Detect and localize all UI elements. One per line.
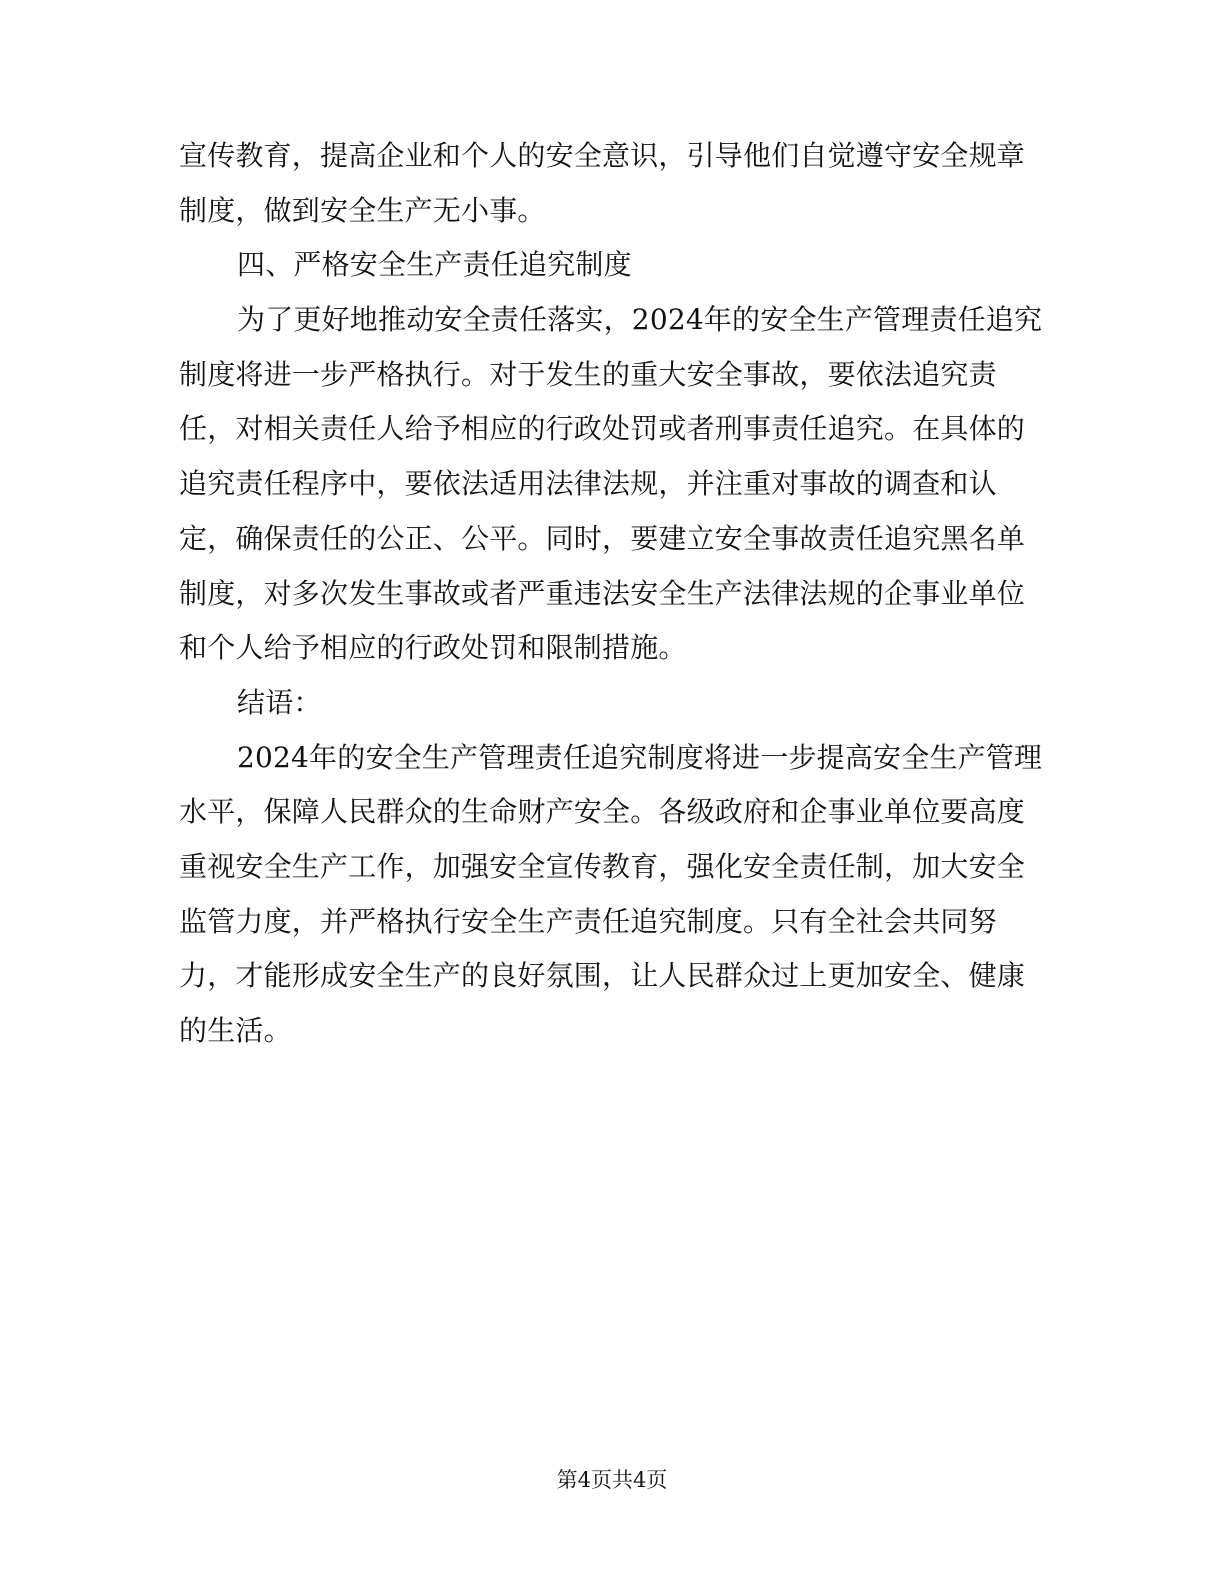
body-line: 的生活。 bbox=[179, 1014, 292, 1047]
body-line: 为了更好地推动安全责任落实，2024年的安全生产管理责任追究 bbox=[237, 303, 1043, 337]
document-body bbox=[179, 129, 1043, 1059]
conclusion-heading: 结语： bbox=[237, 685, 322, 719]
section-heading: 四、严格安全生产责任追究制度 bbox=[237, 248, 632, 282]
body-line: 监管力度，并严格执行安全生产责任追究制度。只有全社会共同努 bbox=[179, 904, 997, 938]
body-line: 定，确保责任的公正、公平。同时，要建立安全事故责任追究黑名单 bbox=[179, 521, 1026, 555]
body-line: 制度将进一步严格执行。对于发生的重大安全事故，要依法追究责 bbox=[179, 357, 997, 391]
body-line: 制度，做到安全生产无小事。 bbox=[179, 193, 546, 227]
body-line: 宣传教育，提高企业和个人的安全意识，引导他们自觉遵守安全规章 bbox=[179, 139, 1026, 172]
body-line: 水平，保障人民群众的生命财产安全。各级政府和企事业单位要高度 bbox=[179, 795, 1026, 829]
body-line: 力，才能形成安全生产的良好氛围，让人民群众过上更加安全、健康 bbox=[179, 959, 1026, 993]
body-line: 追究责任程序中，要依法适用法律法规，并注重对事故的调查和认 bbox=[179, 467, 997, 501]
body-line: 重视安全生产工作，加强安全宣传教育，强化安全责任制，加大安全 bbox=[179, 849, 1026, 883]
body-line: 制度，对多次发生事故或者严重违法安全生产法律法规的企事业单位 bbox=[179, 576, 1026, 610]
page-number: 第4页共4页 bbox=[556, 1468, 668, 1492]
body-line: 2024年的安全生产管理责任追究制度将进一步提高安全生产管理 bbox=[237, 740, 1043, 774]
body-line: 和个人给予相应的行政处罚和限制措施。 bbox=[179, 631, 687, 665]
body-line: 任，对相关责任人给予相应的行政处罚或者刑事责任追究。在具体的 bbox=[179, 412, 1026, 446]
